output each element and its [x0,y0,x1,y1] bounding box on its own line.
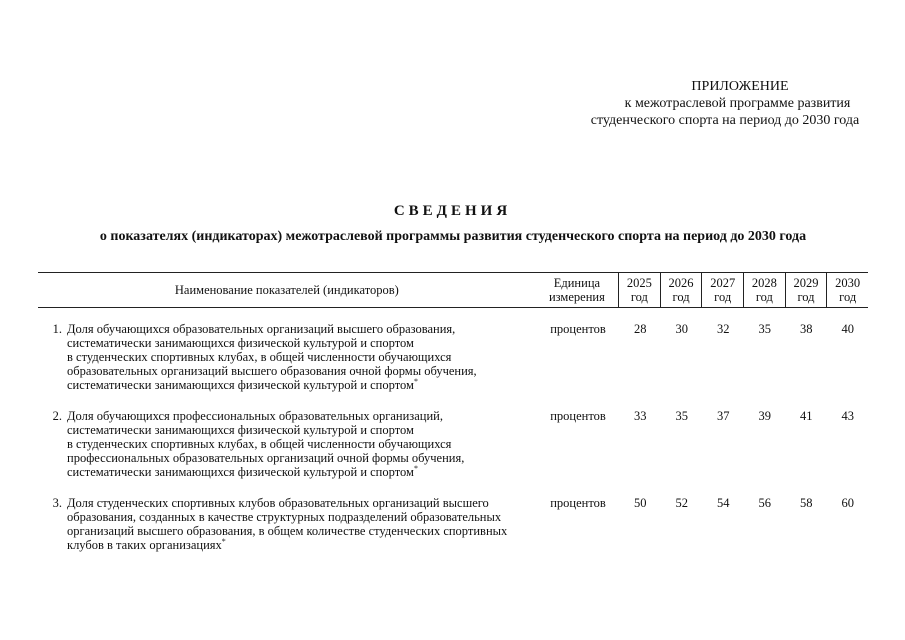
header-year-value: 2029 [793,276,819,290]
value-cell: 60 [841,496,854,510]
value-cell: 33 [633,409,647,423]
header-unit-line2: измерения [548,290,605,304]
indicator-line: систематически занимающихся физической культурой и спортом [67,423,414,437]
unit-cell: процентов [550,322,606,336]
indicator-line-last [67,538,537,552]
indicator-line: образования, созданных в качестве структурных подразделений образовательных [67,510,502,524]
value-cell: 39 [758,409,771,423]
indicator-line: в студенческих спортивных клубах, в общей численности обучающихся [67,350,452,364]
indicator-text [67,322,537,392]
indicator-line-last [67,378,537,392]
indicator-line: образовательных организаций высшего образования очной формы обучения, [67,364,477,378]
value-cell: 58 [799,496,813,510]
document-subtitle: о показателях (индикаторах) межотраслевой программы развития студенческого спорта на период до 2030 года [99,229,807,244]
appendix-label: ПРИЛОЖЕНИЕ [691,79,789,94]
footnote-mark: * [413,376,418,386]
header-year-label: год [672,290,690,304]
indicator-name-cell [38,496,537,552]
table-header [38,272,868,308]
value-cell: 37 [716,409,730,423]
indicator-name-cell [38,409,537,479]
footnote-mark: * [221,536,226,546]
header-year-label: год [630,290,648,304]
value-cell: 52 [675,496,688,510]
indicator-line: организаций высшего образования, в общем количестве студенческих спортивных [67,524,508,538]
header-year-value: 2027 [710,276,736,290]
header-year [618,273,660,307]
value-cell: 41 [799,409,813,423]
indicator-line: Доля обучающихся профессиональных образовательных организаций, [67,409,443,423]
table-row [38,409,868,479]
table-row [38,496,868,552]
row-number: 2. [52,409,62,423]
indicator-line: в студенческих спортивных клубах, в общей численности обучающихся [67,437,452,451]
row-number: 3. [52,496,62,510]
value-cell: 30 [675,322,688,336]
indicator-line-last [67,465,537,479]
indicator-name-cell [38,322,537,392]
header-year-label: год [797,290,815,304]
header-year-value: 2030 [835,276,861,290]
footnote-mark: * [413,463,418,473]
unit-cell: процентов [550,409,606,423]
value-cell: 28 [633,322,647,336]
indicator-text [67,409,537,479]
appendix-line-2: к межотраслевой программе развития [624,96,851,111]
header-year-value: 2025 [626,276,652,290]
table-body [38,308,868,552]
value-cell: 56 [758,496,771,510]
indicator-line: клубов в таких организациях [67,538,222,552]
row-number: 1. [52,322,62,336]
unit-cell: процентов [550,496,606,510]
indicator-line: Доля студенческих спортивных клубов образовательных организаций высшего [67,496,489,510]
value-cell: 35 [758,322,771,336]
header-year [826,273,868,307]
header-year-value: 2026 [668,276,694,290]
indicator-line: систематически занимающихся физической культурой и спортом [67,336,414,350]
value-cell: 32 [716,322,730,336]
header-year-label: год [755,290,773,304]
header-name: Наименование показателей (индикаторов) [174,283,399,297]
indicator-line: профессиональных образовательных организаций очной формы обучения, [67,451,465,465]
value-cell: 50 [633,496,647,510]
header-year [785,273,827,307]
indicator-line: Доля обучающихся образовательных организаций высшего образования, [67,322,456,336]
value-cell: 40 [841,322,854,336]
header-unit [536,273,618,307]
header-year-value: 2028 [751,276,777,290]
header-unit-line1: Единица [553,276,601,290]
table-row [38,322,868,392]
value-cell: 43 [841,409,854,423]
header-year-label: год [714,290,732,304]
indicator-line: систематически занимающихся физической культурой и спортом [67,465,414,479]
indicator-line: систематически занимающихся физической культурой и спортом [67,378,414,392]
indicator-text [67,496,537,552]
header-year-label: год [839,290,857,304]
header-year [701,273,743,307]
appendix-header [560,78,890,129]
indicators-table [38,272,868,569]
document-title: СВЕДЕНИЯ [393,203,512,219]
value-cell: 54 [716,496,730,510]
header-year [660,273,702,307]
value-cell: 38 [799,322,813,336]
value-cell: 35 [675,409,688,423]
appendix-line-3: студенческого спорта на период до 2030 года [590,113,860,128]
header-year [743,273,785,307]
